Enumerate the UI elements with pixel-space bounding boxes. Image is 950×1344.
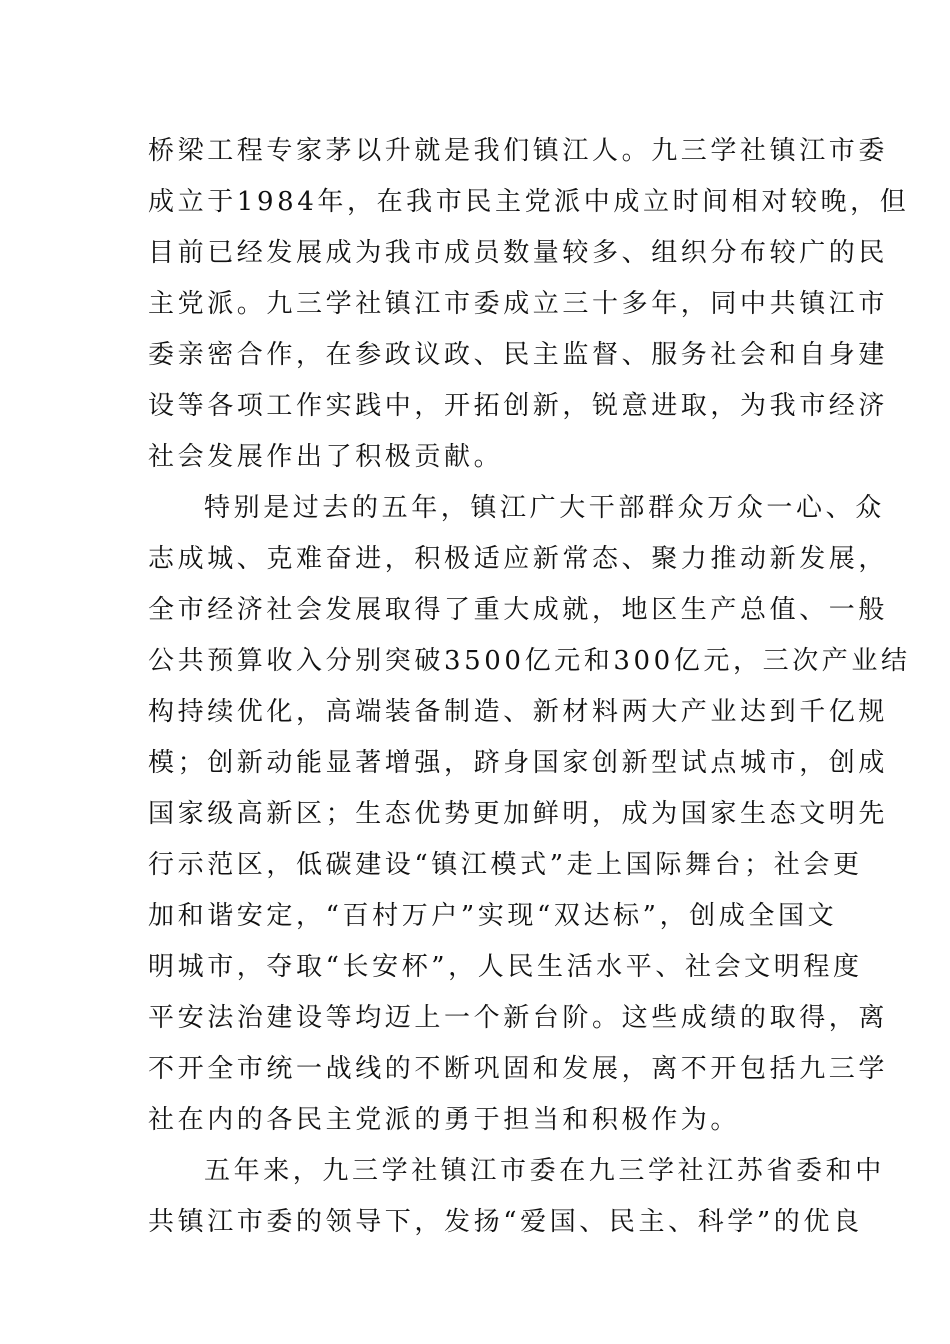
text-line: 主党派。九三学社镇江市委成立三十多年，同中共镇江市 [148,289,889,319]
text-line: 目前已经发展成为我市成员数量较多、组织分布较广的民 [148,238,889,268]
text-line: 国家级高新区；生态优势更加鲜明，成为国家生态文明先 [148,799,889,829]
text-line: 加和谐安定，“百村万户”实现“双达标”，创成全国文 [148,901,838,931]
text-line: 成立于1984年，在我市民主党派中成立时间相对较晚，但 [148,187,910,217]
text-line: 共镇江市委的领导下，发扬“爱国、民主、科学”的优良 [148,1207,863,1237]
text-line: 模；创新动能显著增强，跻身国家创新型试点城市，创成 [148,748,889,778]
text-line: 社在内的各民主党派的勇于担当和积极作为。 [148,1105,741,1135]
text-line: 不开全市统一战线的不断巩固和发展，离不开包括九三学 [148,1054,889,1084]
text-line: 特别是过去的五年，镇江广大干部群众万众一心、众 [204,493,885,523]
text-line: 委亲密合作，在参政议政、民主监督、服务社会和自身建 [148,340,889,370]
text-line: 桥梁工程专家茅以升就是我们镇江人。九三学社镇江市委 [148,136,889,166]
text-line: 社会发展作出了积极贡献。 [148,442,504,472]
text-line: 五年来，九三学社镇江市委在九三学社江苏省委和中 [204,1156,885,1186]
text-line: 志成城、克难奋进，积极适应新常态、聚力推动新发展， [148,544,889,574]
text-line: 行示范区，低碳建设“镇江模式”走上国际舞台；社会更 [148,850,863,880]
text-line: 构持续优化，高端装备制造、新材料两大产业达到千亿规 [148,697,889,727]
text-line: 明城市，夺取“长安杯”，人民生活水平、社会文明程度 [148,952,863,982]
text-line: 全市经济社会发展取得了重大成就，地区生产总值、一般 [148,595,889,625]
text-line: 公共预算收入分别突破3500亿元和300亿元，三次产业结 [148,646,911,676]
document-body [148,126,911,1248]
text-line: 平安法治建设等均迈上一个新台阶。这些成绩的取得，离 [148,1003,889,1033]
text-line: 设等各项工作实践中，开拓创新，锐意进取，为我市经济 [148,391,889,421]
